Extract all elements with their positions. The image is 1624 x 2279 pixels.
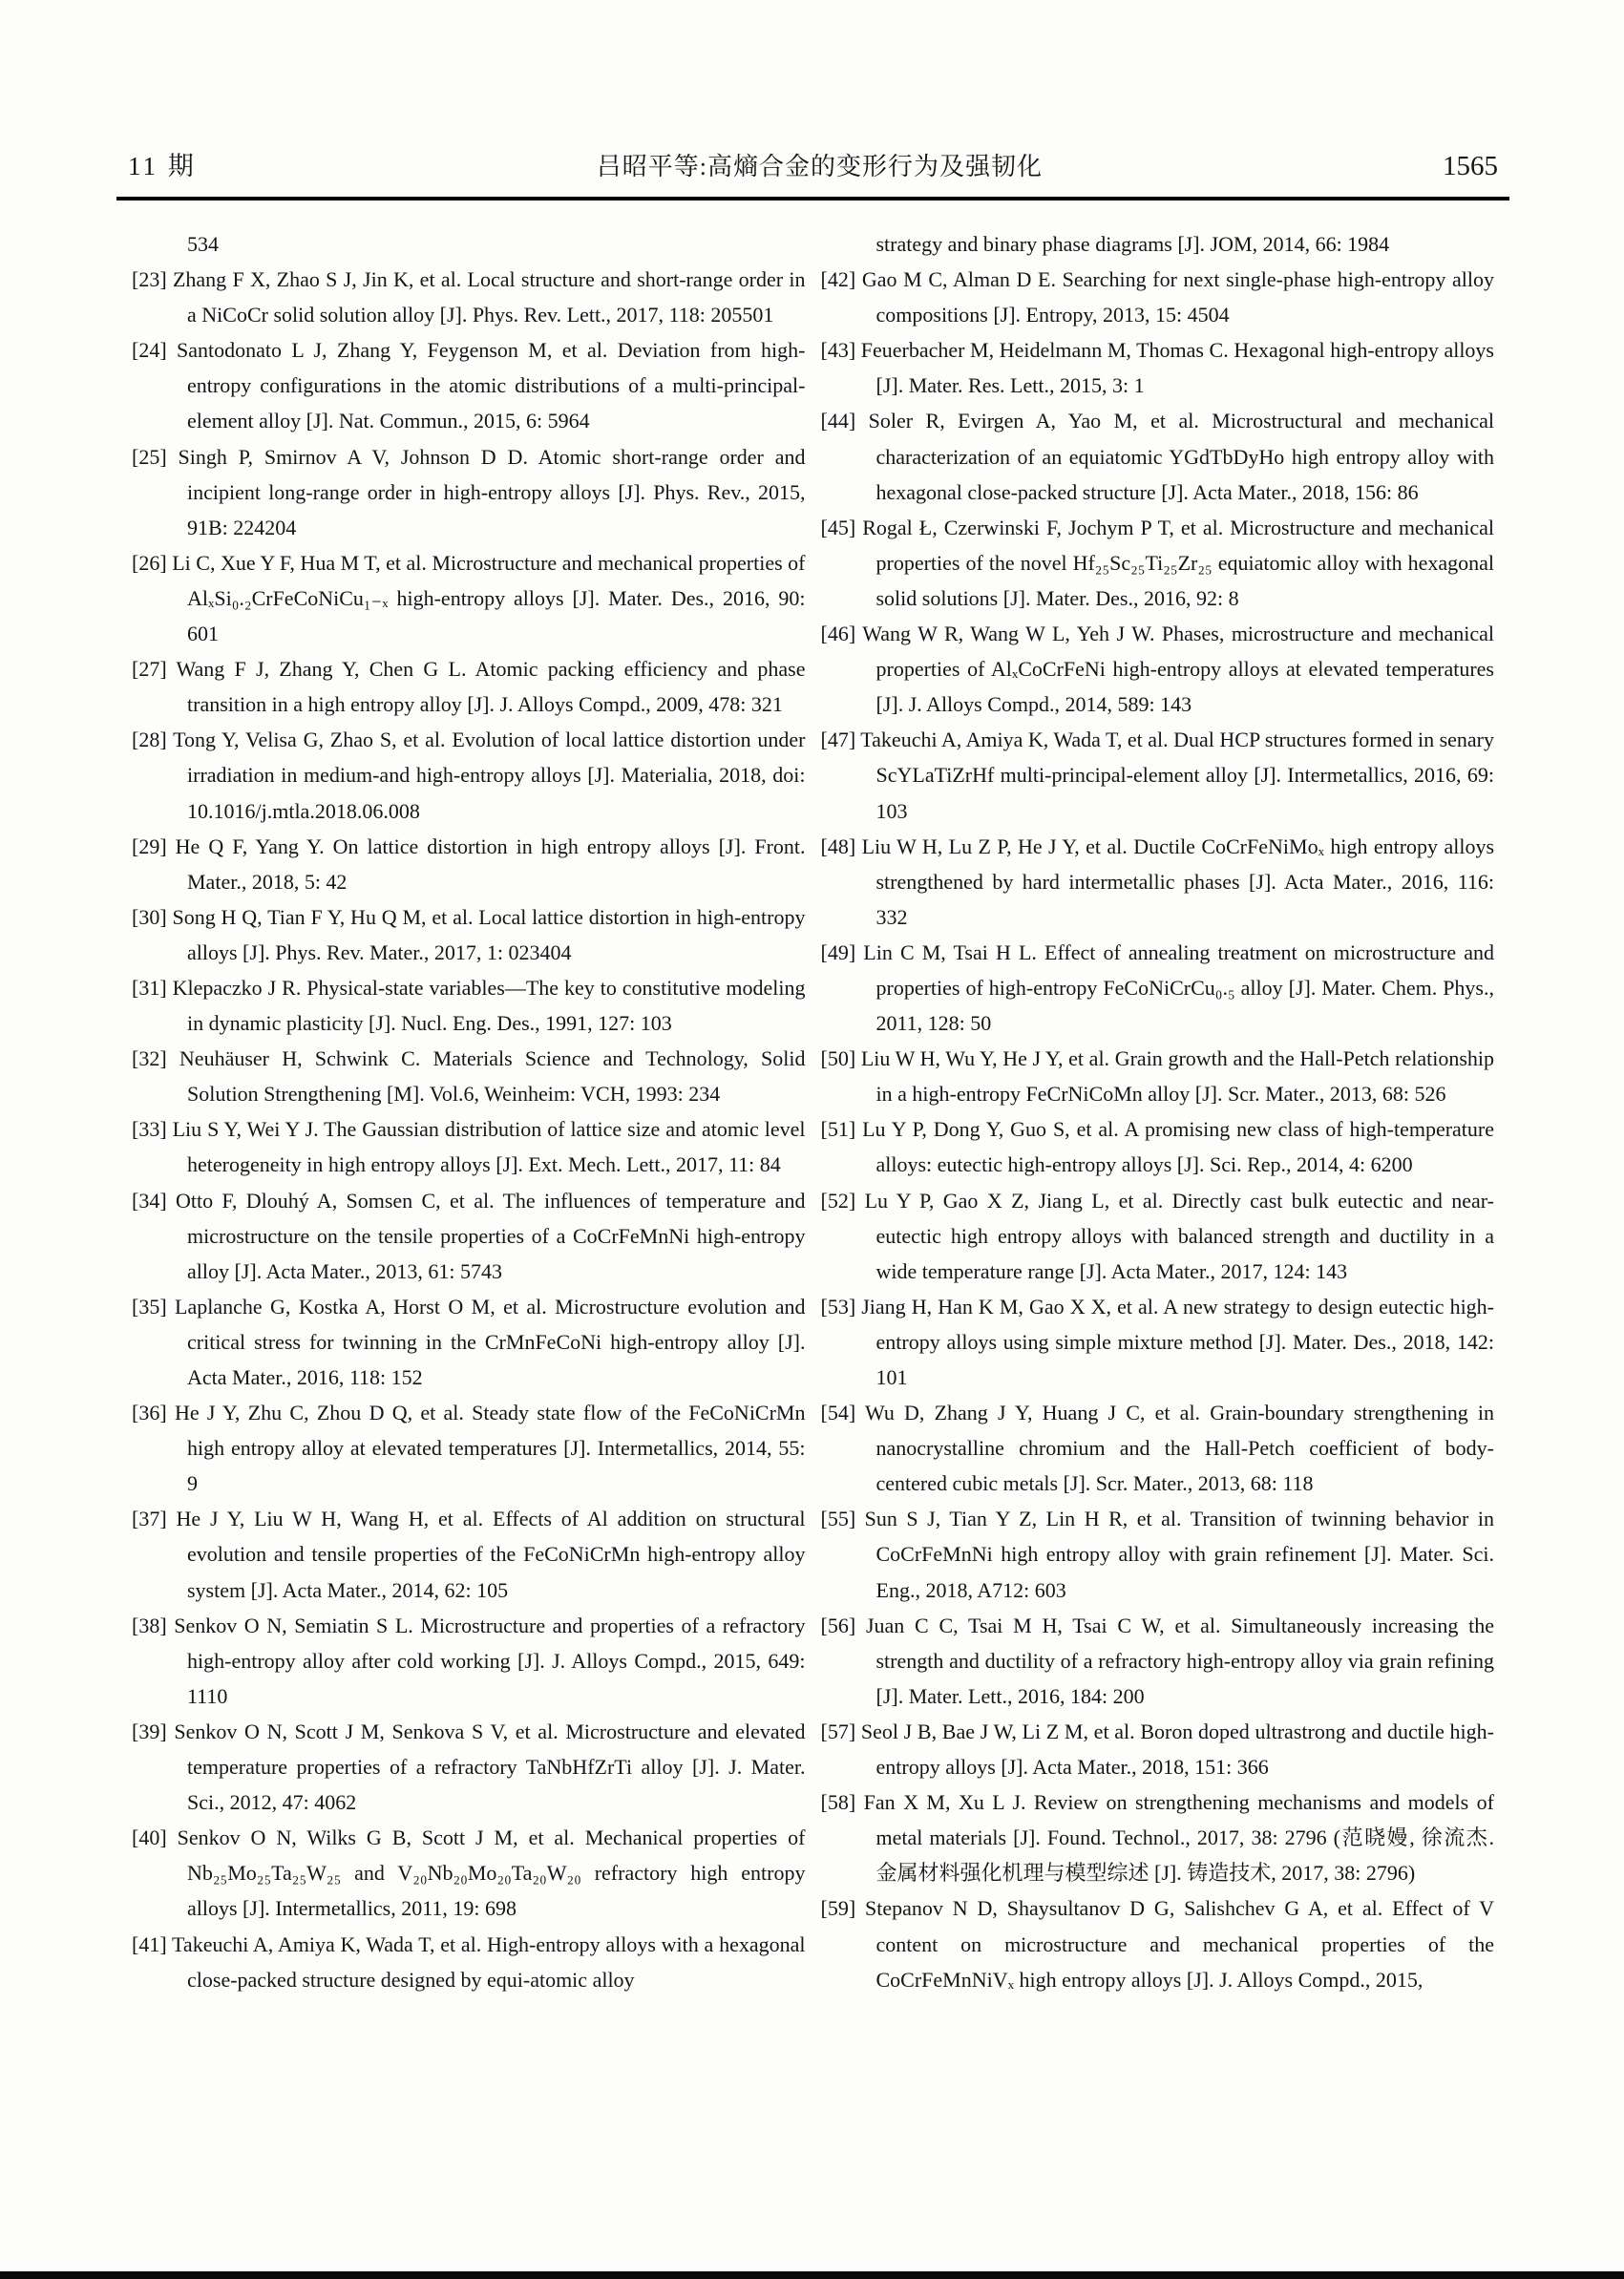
- reference-text: Zhang F X, Zhao S J, Jin K, et al. Local structure and short-range order in a NiCoCr solid solution alloy [J]. Phys. Rev. Lett., 2017, 118: 205501: [172, 267, 806, 327]
- running-title: 吕昭平等:高熵合金的变形行为及强韧化: [596, 153, 1043, 180]
- continuation-line: 534: [187, 232, 219, 256]
- reference-item: [821, 332, 1495, 403]
- reference-label: [33]: [132, 1117, 167, 1142]
- reference-text: Li C, Xue Y F, Hua M T, et al. Microstructure and mechanical properties of AlₓSi₀.₂CrFeCoNiCu₁₋ₓ high-entropy alloys [J]. Mater. Des., 2016, 90: 601: [172, 550, 806, 646]
- reference-item: [132, 970, 806, 1041]
- reference-text: Lu Y P, Gao X Z, Jiang L, et al. Directly cast bulk eutectic and near-eutectic high entropy alloys with balanced strength and ductility in a wide temperature range [J]. Acta Mater., 2017, 124: 143: [864, 1188, 1494, 1283]
- reference-item: [821, 722, 1495, 828]
- reference-label: [50]: [820, 1046, 856, 1071]
- reference-text: Klepaczko J R. Physical-state variables—The key to constitutive modeling in dynamic plasticity [J]. Nucl. Eng. Des., 1991, 127: 103: [172, 975, 806, 1036]
- reference-item: [821, 403, 1495, 509]
- reference-item: [821, 1041, 1495, 1111]
- reference-label: [38]: [132, 1613, 167, 1637]
- reference-label: [53]: [820, 1294, 856, 1319]
- reference-text: Stepanov N D, Shaysultanov D G, Salishchev G A, et al. Effect of V content on microstructure and mechanical properties of the CoCrFeMnNiVₓ high entropy alloys [J]. J. Alloys Compd., 2015,: [865, 1896, 1495, 1992]
- reference-item: [821, 1111, 1495, 1182]
- reference-text: Rogal Ł, Czerwinski F, Jochym P T, et al. Microstructure and mechanical properties of the novel Hf₂₅Sc₂₅Ti₂₅Zr₂₅ equiatomic alloy with hexagonal solid solutions [J]. Mater. Des., 2016, 92: 8: [862, 515, 1495, 610]
- reference-label: [51]: [820, 1117, 856, 1142]
- reference-label: [59]: [820, 1896, 856, 1921]
- reference-label: [35]: [132, 1294, 167, 1319]
- reference-item: [132, 545, 806, 651]
- reference-item: [821, 616, 1495, 722]
- reference-label: [55]: [820, 1507, 856, 1531]
- reference-text: Singh P, Smirnov A V, Johnson D D. Atomic short-range order and incipient long-range order in high-entropy alloys [J]. Phys. Rev., 2015, 91B: 224204: [178, 444, 806, 539]
- reference-text: Sun S J, Tian Y Z, Lin H R, et al. Transition of twinning behavior in CoCrFeMnNi high entropy alloy with grain refinement [J]. Mater. Sci. Eng., 2018, A712: 603: [864, 1507, 1495, 1602]
- reference-label: [44]: [820, 409, 856, 433]
- reference-text: Gao M C, Alman D E. Searching for next single-phase high-entropy alloy compositions [J]. Entropy, 2013, 15: 4504: [861, 267, 1494, 327]
- page-number: 1565: [1443, 151, 1498, 181]
- reference-text: Song H Q, Tian F Y, Hu Q M, et al. Local lattice distortion in high-entropy alloys [J]. Phys. Rev. Mater., 2017, 1: 023404: [172, 904, 806, 964]
- reference-text: He J Y, Zhu C, Zhou D Q, et al. Steady state flow of the FeCoNiCrMn high entropy alloy at elevated temperatures [J]. Intermetallics, 2014, 55: 9: [174, 1401, 806, 1496]
- reference-item: [821, 510, 1495, 616]
- reference-text: Takeuchi A, Amiya K, Wada T, et al. Dual HCP structures formed in senary ScYLaTiZrHf multi-principal-element alloy [J]. Intermetallics, 2016, 69: 103: [860, 728, 1494, 823]
- reference-label: [48]: [820, 834, 856, 858]
- reference-label: [26]: [132, 550, 167, 575]
- reference-text: Liu S Y, Wei Y J. The Gaussian distribution of lattice size and atomic level heterogeneity in high entropy alloys [J]. Ext. Mech. Lett., 2017, 11: 84: [172, 1117, 806, 1177]
- reference-label: [29]: [132, 834, 167, 858]
- reference-label: [23]: [132, 267, 167, 292]
- reference-item: [821, 1289, 1495, 1395]
- reference-label: [56]: [820, 1613, 856, 1637]
- reference-item: [821, 262, 1495, 332]
- reference-item: [821, 829, 1495, 935]
- reference-item: [132, 1501, 806, 1607]
- reference-text: Jiang H, Han K M, Gao X X, et al. A new strategy to design eutectic high-entropy alloys using simple mixture method [J]. Mater. Des., 2018, 142: 101: [861, 1294, 1495, 1389]
- reference-text: Neuhäuser H, Schwink C. Materials Science and Technology, Solid Solution Strengthening [M]. Vol.6, Weinheim: VCH, 1993: 234: [179, 1046, 806, 1107]
- reference-text: Liu W H, Wu Y, He J Y, et al. Grain growth and the Hall-Petch relationship in a high-entropy FeCrNiCoMn alloy [J]. Scr. Mater., 2013, 68: 526: [860, 1046, 1494, 1107]
- reference-text: Soler R, Evirgen A, Yao M, et al. Microstructural and mechanical characterization of an equiatomic YGdTbDyHo high entropy alloy with hexagonal close-packed structure [J]. Acta Mater., 2018, 156: 86: [868, 409, 1495, 504]
- continuation-line: strategy and binary phase diagrams [J]. JOM, 2014, 66: 1984: [875, 232, 1390, 256]
- reference-text: Santodonato L J, Zhang Y, Feygenson M, et al. Deviation from high-entropy configurations in the atomic distributions of a multi-principal-element alloy [J]. Nat. Commun., 2015, 6: 5964: [177, 338, 806, 433]
- reference-label: [58]: [820, 1790, 856, 1815]
- reference-label: [54]: [820, 1401, 856, 1425]
- reference-item: [821, 1784, 1495, 1890]
- reference-item: [132, 1289, 806, 1395]
- reference-label: [24]: [132, 338, 167, 363]
- reference-label: [46]: [820, 622, 856, 646]
- reference-item: [132, 722, 806, 828]
- reference-item: [821, 1183, 1495, 1289]
- reference-label: [45]: [820, 515, 856, 539]
- left-column: [132, 226, 806, 1997]
- reference-text: Feuerbacher M, Heidelmann M, Thomas C. Hexagonal high-entropy alloys [J]. Mater. Res. Lett., 2015, 3: 1: [860, 338, 1494, 398]
- reference-text: Fan X M, Xu L J. Review on strengthening mechanisms and models of metal materials [J]. Found. Technol., 2017, 38: 2796 (范晓嫚, 徐流杰. 金属材料强化机理与模型综述 [J]. 铸造技术, 2017, 38: 2796): [863, 1790, 1495, 1886]
- reference-item: [821, 1501, 1495, 1607]
- reference-text: Senkov O N, Wilks G B, Scott J M, et al. Mechanical properties of Nb₂₅Mo₂₅Ta₂₅W₂₅ and V₂₀Nb₂₀Mo₂₀Ta₂₀W₂₀ refractory high entropy alloys [J]. Intermetallics, 2011, 19: 698: [177, 1825, 806, 1921]
- reference-text: Senkov O N, Semiatin S L. Microstructure and properties of a refractory high-entropy alloy after cold working [J]. J. Alloys Compd., 2015, 649: 1110: [174, 1613, 806, 1708]
- reference-label: [52]: [820, 1188, 856, 1213]
- reference-item: [132, 1714, 806, 1820]
- right-column: [821, 226, 1495, 1997]
- reference-label: [49]: [820, 939, 856, 964]
- reference-text: He J Y, Liu W H, Wang H, et al. Effects of Al addition on structural evolution and tensile properties of the FeCoNiCrMn high-entropy alloy system [J]. Acta Mater., 2014, 62: 105: [176, 1507, 806, 1602]
- reference-label: [36]: [132, 1401, 167, 1425]
- reference-list-left: [132, 262, 806, 1997]
- reference-text: Otto F, Dlouhý A, Somsen C, et al. The influences of temperature and microstructure on the tensile properties of a CoCrFeMnNi high-entropy alloy [J]. Acta Mater., 2013, 61: 5743: [175, 1188, 806, 1283]
- reference-text: Juan C C, Tsai M H, Tsai C W, et al. Simultaneously increasing the strength and ductility of a refractory high-entropy alloy via grain refining [J]. Mater. Lett., 2016, 184: 200: [865, 1613, 1494, 1708]
- reference-text: Wang W R, Wang W L, Yeh J W. Phases, microstructure and mechanical properties of AlₓCoCrFeNi high-entropy alloys at elevated temperatures [J]. J. Alloys Compd., 2014, 589: 143: [862, 622, 1495, 717]
- reference-item: [821, 1714, 1495, 1784]
- reference-label: [27]: [132, 657, 167, 682]
- page-header: [116, 145, 1509, 182]
- reference-label: [28]: [132, 728, 167, 752]
- reference-label: [42]: [820, 267, 856, 292]
- reference-text: Takeuchi A, Amiya K, Wada T, et al. High-entropy alloys with a hexagonal close-packed structure designed by equi-atomic alloy: [172, 1931, 806, 1992]
- reference-item: [821, 1890, 1495, 1996]
- reference-text: Laplanche G, Kostka A, Horst O M, et al. Microstructure evolution and critical stress for twinning in the CrMnFeCoNi high-entropy alloy [J]. Acta Mater., 2016, 118: 152: [175, 1294, 806, 1389]
- reference-item: [132, 1395, 806, 1501]
- reference-text: He Q F, Yang Y. On lattice distortion in high entropy alloys [J]. Front. Mater., 2018, 5: 42: [175, 834, 806, 894]
- reference-list-right: [821, 262, 1495, 1997]
- reference-label: [37]: [132, 1507, 167, 1531]
- reference-text: Lu Y P, Dong Y, Guo S, et al. A promising new class of high-temperature alloys: eutectic high-entropy alloys [J]. Sci. Rep., 2014, 4: 6200: [862, 1117, 1495, 1177]
- reference-label: [41]: [132, 1931, 167, 1956]
- references-section: [116, 226, 1509, 1997]
- reference-label: [57]: [820, 1719, 856, 1743]
- reference-item: [132, 829, 806, 899]
- reference-item: [132, 1927, 806, 1997]
- reference-item: [132, 1111, 806, 1182]
- reference-text: Lin C M, Tsai H L. Effect of annealing treatment on microstructure and properties of high-entropy FeCoNiCrCu₀.₅ alloy [J]. Mater. Chem. Phys., 2011, 128: 50: [863, 939, 1495, 1036]
- reference-item: [821, 935, 1495, 1041]
- reference-label: [43]: [820, 338, 856, 363]
- reference-item: [132, 332, 806, 438]
- reference-label: [32]: [132, 1046, 167, 1071]
- reference-text: Seol J B, Bae J W, Li Z M, et al. Boron doped ultrastrong and ductile high-entropy alloys [J]. Acta Mater., 2018, 151: 366: [860, 1719, 1494, 1780]
- reference-label: [34]: [132, 1188, 167, 1213]
- reference-label: [25]: [132, 444, 167, 469]
- reference-item: [132, 262, 806, 332]
- reference-item: [132, 1820, 806, 1926]
- reference-text: Wang F J, Zhang Y, Chen G L. Atomic packing efficiency and phase transition in a high entropy alloy [J]. J. Alloys Compd., 2009, 478: 321: [176, 657, 806, 717]
- reference-item: [132, 439, 806, 545]
- scan-edge: [0, 2271, 1624, 2279]
- reference-text: Senkov O N, Scott J M, Senkova S V, et al. Microstructure and elevated temperature properties of a refractory TaNbHfZrTi alloy [J]. J. Mater. Sci., 2012, 47: 4062: [174, 1719, 806, 1815]
- reference-item: [132, 1608, 806, 1714]
- reference-label: [39]: [132, 1719, 167, 1743]
- reference-label: [30]: [132, 904, 167, 929]
- reference-text: Tong Y, Velisa G, Zhao S, et al. Evolution of local lattice distortion under irradiation in medium-and high-entropy alloys [J]. Materialia, 2018, doi: 10.1016/j.mtla.2018.06.008: [173, 728, 806, 823]
- reference-item: [132, 1041, 806, 1111]
- header-rule: [116, 197, 1509, 200]
- reference-item: [821, 1395, 1495, 1501]
- reference-label: [31]: [132, 975, 167, 1000]
- reference-label: [47]: [820, 728, 856, 752]
- reference-text: Wu D, Zhang J Y, Huang J C, et al. Grain-boundary strengthening in nanocrystalline chromium and the Hall-Petch coefficient of body-centered cubic metals [J]. Scr. Mater., 2013, 68: 118: [864, 1401, 1494, 1496]
- reference-item: [821, 1608, 1495, 1714]
- reference-item: [132, 651, 806, 722]
- reference-item: [132, 1183, 806, 1289]
- reference-item: [132, 899, 806, 970]
- issue-number: 11 期: [128, 152, 197, 180]
- reference-label: [40]: [132, 1825, 167, 1850]
- reference-text: Liu W H, Lu Z P, He J Y, et al. Ductile CoCrFeNiMoₓ high entropy alloys strengthened by hard intermetallic phases [J]. Acta Mater., 2016, 116: 332: [861, 834, 1495, 929]
